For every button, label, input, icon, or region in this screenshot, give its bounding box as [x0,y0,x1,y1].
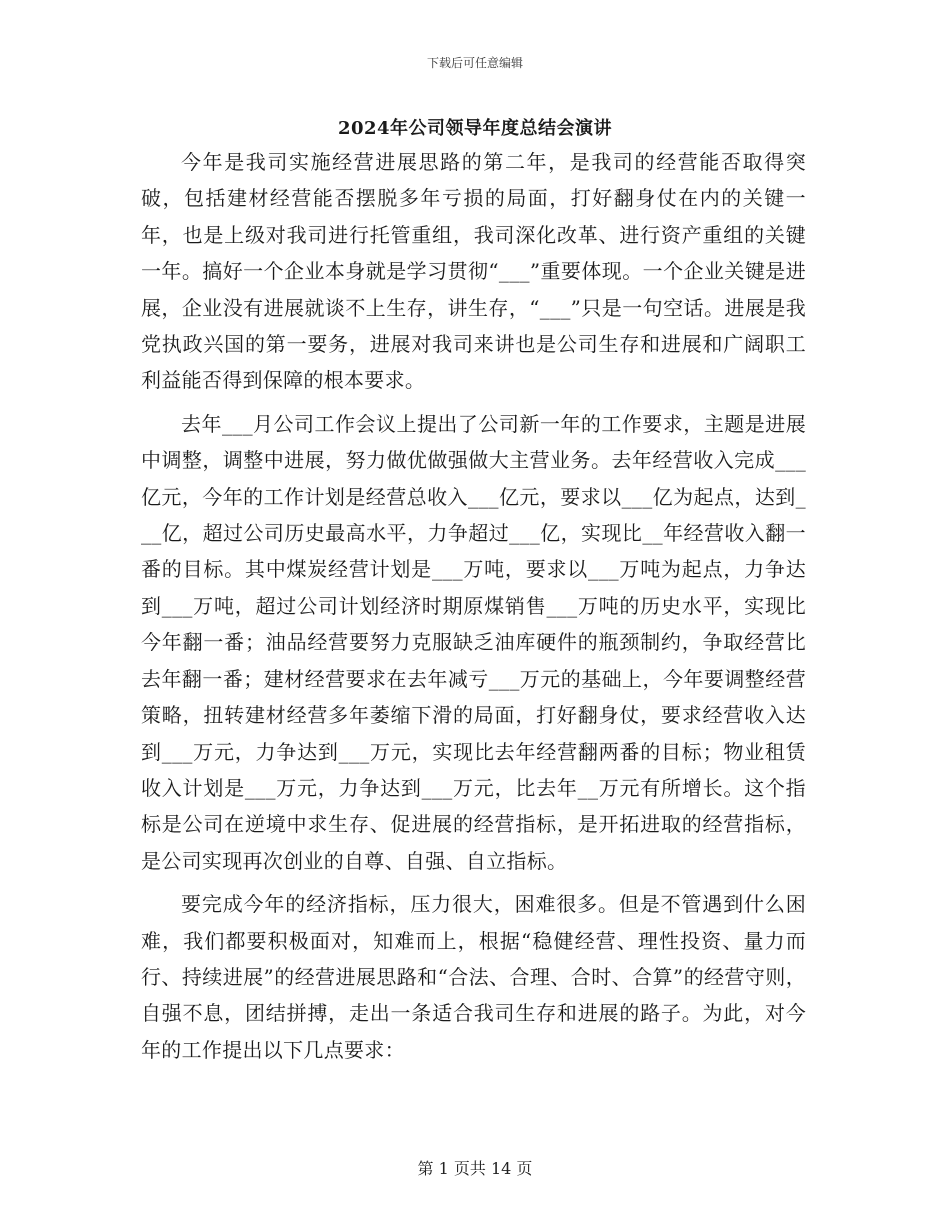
paragraph-2: 去年___月公司工作会议上提出了公司新一年的工作要求，主题是进展中调整，调整中进展，努力做优做强做大主营业务。去年经营收入完成___亿元，今年的工作计划是经营总收入___亿元，要求以___亿为起点，达到___亿，超过公司历史最高水平，力争超过___亿，实现比__年经营收入翻一番的目标。其中煤炭经营计划是___万吨，要求以___万吨为起点，力争达到___万吨，超过公司计划经济时期原煤销售___万吨的历史水平，实现比今年翻一番；油品经营要努力克服缺乏油库硬件的瓶颈制约，争取经营比去年翻一番；建材经营要求在去年减亏___万元的基础上，今年要调整经营策略，扭转建材经营多年萎缩下滑的局面，打好翻身仗，要求经营收入达到___万元，力争达到___万元，实现比去年经营翻两番的目标；物业租赁收入计划是___万元，力争达到___万元，比去年__万元有所增长。这个指标是公司在逆境中求生存、促进展的经营指标，是开拓进取的经营指标，是公司实现再次创业的自尊、自强、自立指标。 [141,411,806,873]
paragraph-3: 要完成今年的经济指标，压力很大，困难很多。但是不管遇到什么困难，我们都要积极面对，知难而上，根据“稳健经营、理性投资、量力而行、持续进展”的经营进展思路和“合法、合理、合时、合算”的经营守则，自强不息，团结拼搏，走出一条适合我司生存和进展的路子。为此，对今年的工作提出以下几点要求： [141,892,806,1062]
paragraph-1: 今年是我司实施经营进展思路的第二年，是我司的经营能否取得突破，包括建材经营能否摆脱多年亏损的局面，打好翻身仗在内的关键一年，也是上级对我司进行托管重组，我司深化改革、进行资产重组的关键一年。搞好一个企业本身就是学习贯彻“___”重要体现。一个企业关键是进展，企业没有进展就谈不上生存，讲生存，“___”只是一句空话。进展是我党执政兴国的第一要务，进展对我司来讲也是公司生存和进展和广阔职工利益能否得到保障的根本要求。 [141,150,806,393]
document-body [141,144,806,1068]
document-title: 2024年公司领导年度总结会演讲 [337,118,613,139]
header-note: 下载后可任意编辑 [426,56,523,70]
page-number: 第 1 页共 14 页 [417,1159,533,1178]
